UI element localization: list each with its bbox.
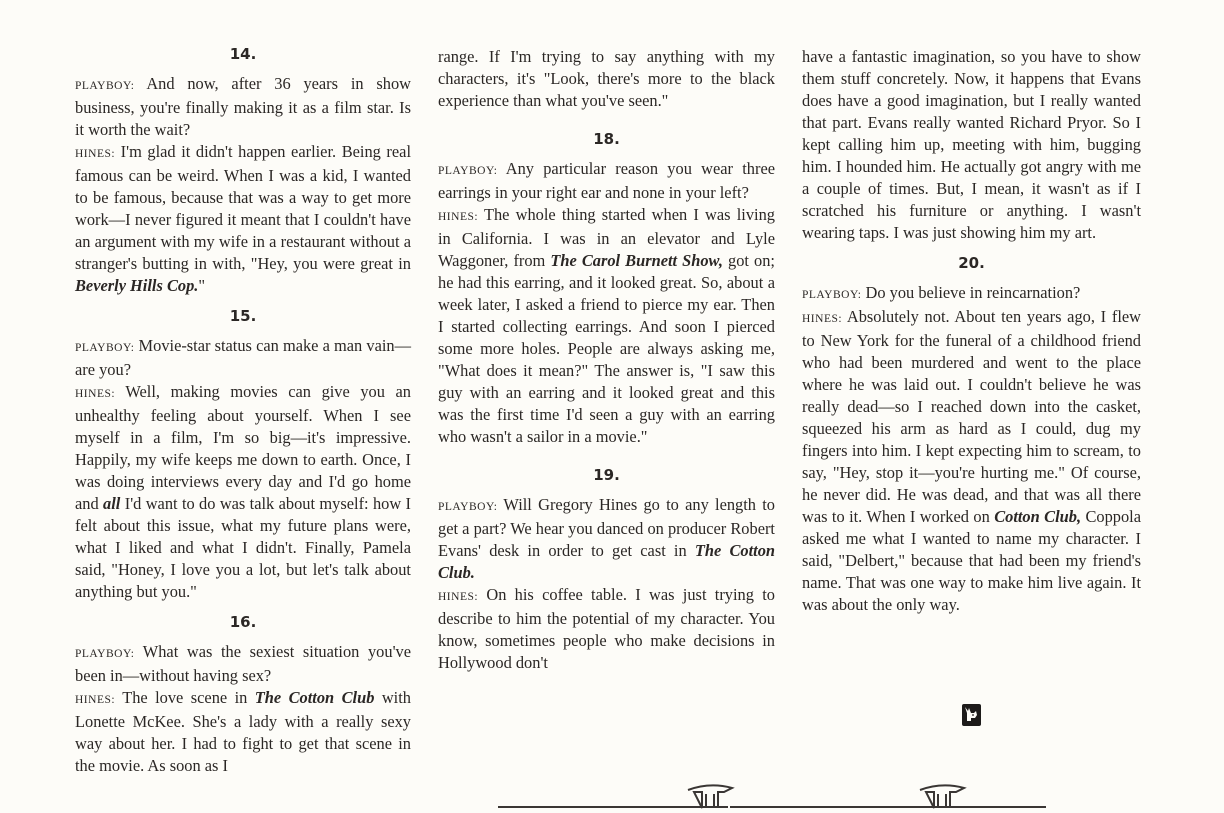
column-middle	[438, 46, 775, 674]
answer-16	[75, 687, 411, 777]
speaker-playboy: PLAYBOY:	[75, 648, 135, 660]
answer-text: Well, making movies can give you an unhealthy feeling about yourself. When I see myself in a film, I'm so big—it's impressive. Happily, my wife keeps me down to earth. Once, I was doing interviews every day and I'd go home and	[75, 382, 411, 513]
speaker-hines: HINES:	[438, 211, 479, 223]
answer-text: with Lonette McKee. She's a lady with a really sexy way about her. I had to fight to get that scene in the movie. As soon as I	[75, 688, 411, 775]
question-number-18: 18.	[593, 130, 620, 148]
question-number-19: 19.	[593, 466, 620, 484]
answer-text: Coppola asked me what I wanted to name my character. I said, "Delbert," because that had been my friend's name. That was one way to make him live again. It was about the only way.	[802, 507, 1142, 614]
answer-text: got on; he had this earring, and it looked great. So, about a week later, I asked a friend to pierce my ear. Then I started collecting earrings. And soon I pierced some more holes. People are always asking me, "What does it mean?" The answer is, "I saw this guy with an earring and it looked great and this was the first time I'd seen a guy with an earring who wasn't a sailor in a movie."	[438, 251, 775, 446]
answer-text: I'd want to do was talk about myself: how I felt about this issue, what my future plans were, what I liked and what I didn't. Finally, Pamela said, "Honey, I love you a lot, but let's talk about anything but you."	[75, 494, 412, 601]
speaker-hines: HINES:	[75, 148, 116, 160]
movie-title: Beverly Hills Cop.	[75, 276, 199, 295]
speaker-playboy: PLAYBOY:	[438, 501, 498, 513]
question-18	[438, 158, 775, 204]
column-left	[75, 42, 411, 777]
movie-title: The Cotton Club.	[438, 541, 776, 582]
question-20	[802, 282, 1141, 306]
question-14	[75, 73, 411, 141]
speaker-playboy: PLAYBOY:	[75, 342, 135, 354]
movie-title: Cotton Club,	[994, 507, 1082, 526]
question-text: Movie-star status can make a man vain—are you?	[75, 336, 411, 379]
answer-17-continued: range. If I'm trying to say anything with my characters, it's "Look, there's more to the black experience than what you've seen."	[438, 47, 775, 110]
answer-19-continued: have a fantastic imagination, so you have to show them stuff concretely. Now, it happens that Evans does have a good imagination, but I really wanted that part. Evans really wanted Richard Pryor. So I kept calling him up, meeting with him, bugging him. I hounded him. He actually got angry with me a couple of times. But, I mean, it wasn't as if I scratched his furniture or anything. I wasn't wearing taps. I was just showing him my art.	[802, 47, 1141, 242]
answer-text: The whole thing started when I was living in California. I was in an elevator and Lyle Waggoner, from	[438, 205, 775, 270]
question-text: And now, after 36 years in show business, you're finally making it as a film star. Is it worth the wait?	[75, 74, 411, 139]
tab-ornament-left	[680, 782, 740, 810]
question-15	[75, 335, 411, 381]
speaker-hines: HINES:	[75, 388, 116, 400]
column-right	[802, 46, 1141, 616]
question-19	[438, 494, 775, 584]
question-number-15: 15.	[229, 307, 257, 325]
speaker-hines: HINES:	[802, 313, 843, 325]
tab-ornament-right	[912, 782, 972, 810]
speaker-playboy: PLAYBOY:	[438, 165, 498, 177]
speaker-hines: HINES:	[438, 591, 479, 603]
answer-text: I'm glad it didn't happen earlier. Being real famous can be weird. When I was a kid, I wanted to be famous, because that was a way to get more work—I never figured it meant that I couldn't have an argument with my wife in a restaurant without a stranger's butting in with, "Hey, you were great in	[75, 142, 411, 273]
answer-14	[75, 141, 411, 297]
answer-20	[802, 306, 1141, 616]
speaker-playboy: PLAYBOY:	[75, 80, 135, 92]
question-text: What was the sexiest situation you've been in—without having sex?	[75, 642, 411, 685]
answer-18	[438, 204, 775, 448]
footer-rule-right	[730, 806, 1046, 808]
question-text: Do you believe in reincarnation?	[865, 283, 1081, 302]
answer-text: On his coffee table. I was just trying to describe to him the potential of my character. You know, sometimes people who make decisions in Hollywood don't	[438, 585, 775, 672]
speaker-hines: HINES:	[75, 694, 116, 706]
answer-15	[75, 381, 411, 603]
rabbit-head-icon	[962, 704, 981, 726]
movie-title: The Cotton Club	[254, 688, 375, 707]
answer-text: Absolutely not. About ten years ago, I flew to New York for the funeral of a childhood friend who had been murdered and went to the place where he was laid out. I couldn't believe he was really dead—so I reached down into the casket, squeezed his arm as hard as I could, dug my fingers into him. I kept expecting him to scream, to say, "Hey, stop it—you're hurting me." Of course, he never did. He was dead, and that was all there was to it. When I worked on	[802, 307, 1141, 526]
question-text: Will Gregory Hines go to any length to get a part? We hear you danced on producer Robert Evans' desk in order to get cast in	[438, 495, 775, 560]
question-number-20: 20.	[958, 254, 985, 272]
answer-19	[438, 584, 775, 674]
answer-text: "	[198, 276, 206, 295]
show-title: The Carol Burnett Show,	[550, 251, 723, 270]
speaker-playboy: PLAYBOY:	[802, 289, 862, 301]
question-number-14: 14.	[229, 45, 257, 63]
question-text: Any particular reason you wear three earrings in your right ear and none in your left?	[438, 159, 775, 202]
emphasis: all	[103, 494, 121, 513]
answer-text: The love scene in	[122, 688, 255, 707]
question-number-16: 16.	[229, 613, 257, 631]
question-16	[75, 641, 411, 687]
